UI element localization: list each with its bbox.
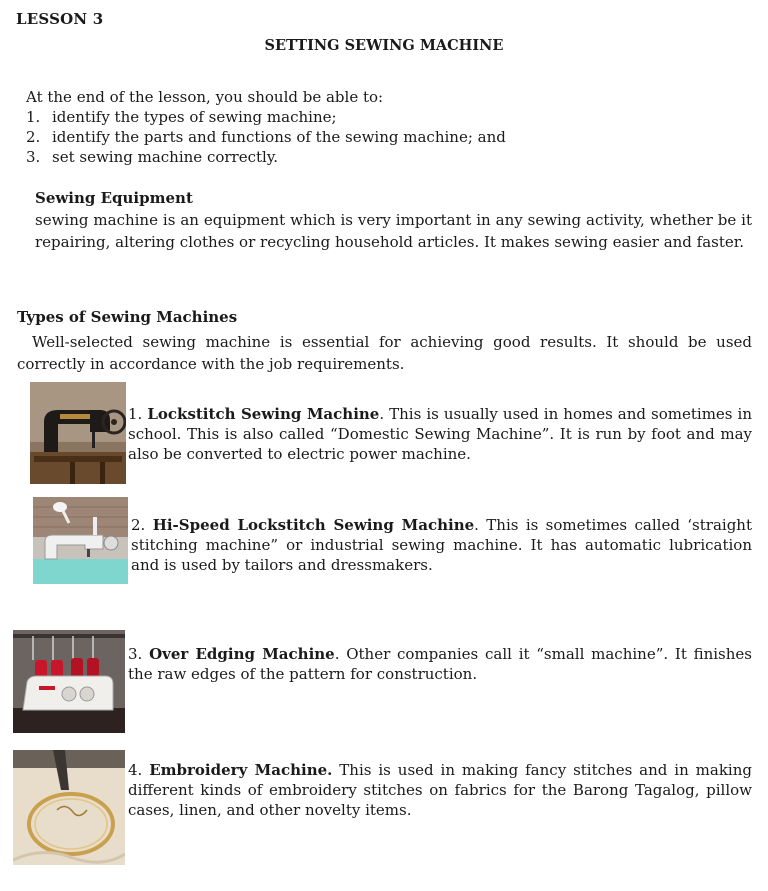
machine-description: . Other companies call it “small machine”. It finishes the raw edges of the pattern for construction. <box>128 645 752 683</box>
lesson-label: LESSON 3 <box>16 10 104 28</box>
objective-number: 2. <box>26 128 41 146</box>
embroidery-machine-photo <box>13 750 125 865</box>
equipment-paragraph: sewing machine is an equipment which is very important in any sewing activity, whether be it repairing, altering clothes or recycling household articles. It makes sewing easier and faster. <box>35 211 752 251</box>
machine-description: . This is sometimes called ‘straight stitching machine” or industrial sewing machine. It has automatic lubrication and is used by tailors and dressmakers. <box>131 516 752 574</box>
machine-item <box>131 515 752 575</box>
machine-number: 1. <box>128 405 143 423</box>
objective-number: 1. <box>26 108 41 126</box>
objectives-intro: At the end of the lesson, you should be able to: <box>26 88 384 106</box>
lockstitch-machine-photo <box>30 382 126 484</box>
objective-number: 3. <box>26 148 41 166</box>
hi-speed-machine-photo <box>33 497 128 584</box>
machine-name: Over Edging Machine <box>149 645 335 663</box>
page-title: SETTING SEWING MACHINE <box>264 37 504 54</box>
types-heading: Types of Sewing Machines <box>17 308 238 326</box>
machine-name: Hi-Speed Lockstitch Sewing Machine <box>152 516 475 534</box>
machine-name: Lockstitch Sewing Machine <box>147 405 380 423</box>
objective-item <box>26 127 746 147</box>
over-edging-machine-photo <box>13 630 125 733</box>
types-paragraph-text: Well-selected sewing machine is essential for achieving good results. It should be used correctly in accordance with the job requirements. <box>17 333 752 373</box>
machine-description: This is used in making fancy stitches and in making different kinds of embroidery stitches on fabrics for the Barong Tagalog, pillow cases, linen, and other novelty items. <box>128 761 752 819</box>
objective-item <box>26 107 746 127</box>
types-paragraph <box>17 332 752 375</box>
machine-item <box>128 760 752 820</box>
objective-item <box>26 147 746 167</box>
machine-item <box>128 644 752 684</box>
machine-name: Embroidery Machine. <box>149 761 333 779</box>
objectives-section <box>26 87 746 167</box>
objective-text: set sewing machine correctly. <box>52 148 279 166</box>
machine-number: 4. <box>128 761 143 779</box>
equipment-heading: Sewing Equipment <box>35 189 193 207</box>
machine-description: . This is usually used in homes and sometimes in school. This is also called “Domestic Sewing Machine”. It is run by foot and may also be converted to electric power machine. <box>128 405 752 463</box>
objective-text: identify the types of sewing machine; <box>52 108 337 126</box>
machine-item <box>128 404 752 464</box>
objective-text: identify the parts and functions of the sewing machine; and <box>52 128 506 146</box>
machine-number: 2. <box>131 516 146 534</box>
machine-number: 3. <box>128 645 143 663</box>
